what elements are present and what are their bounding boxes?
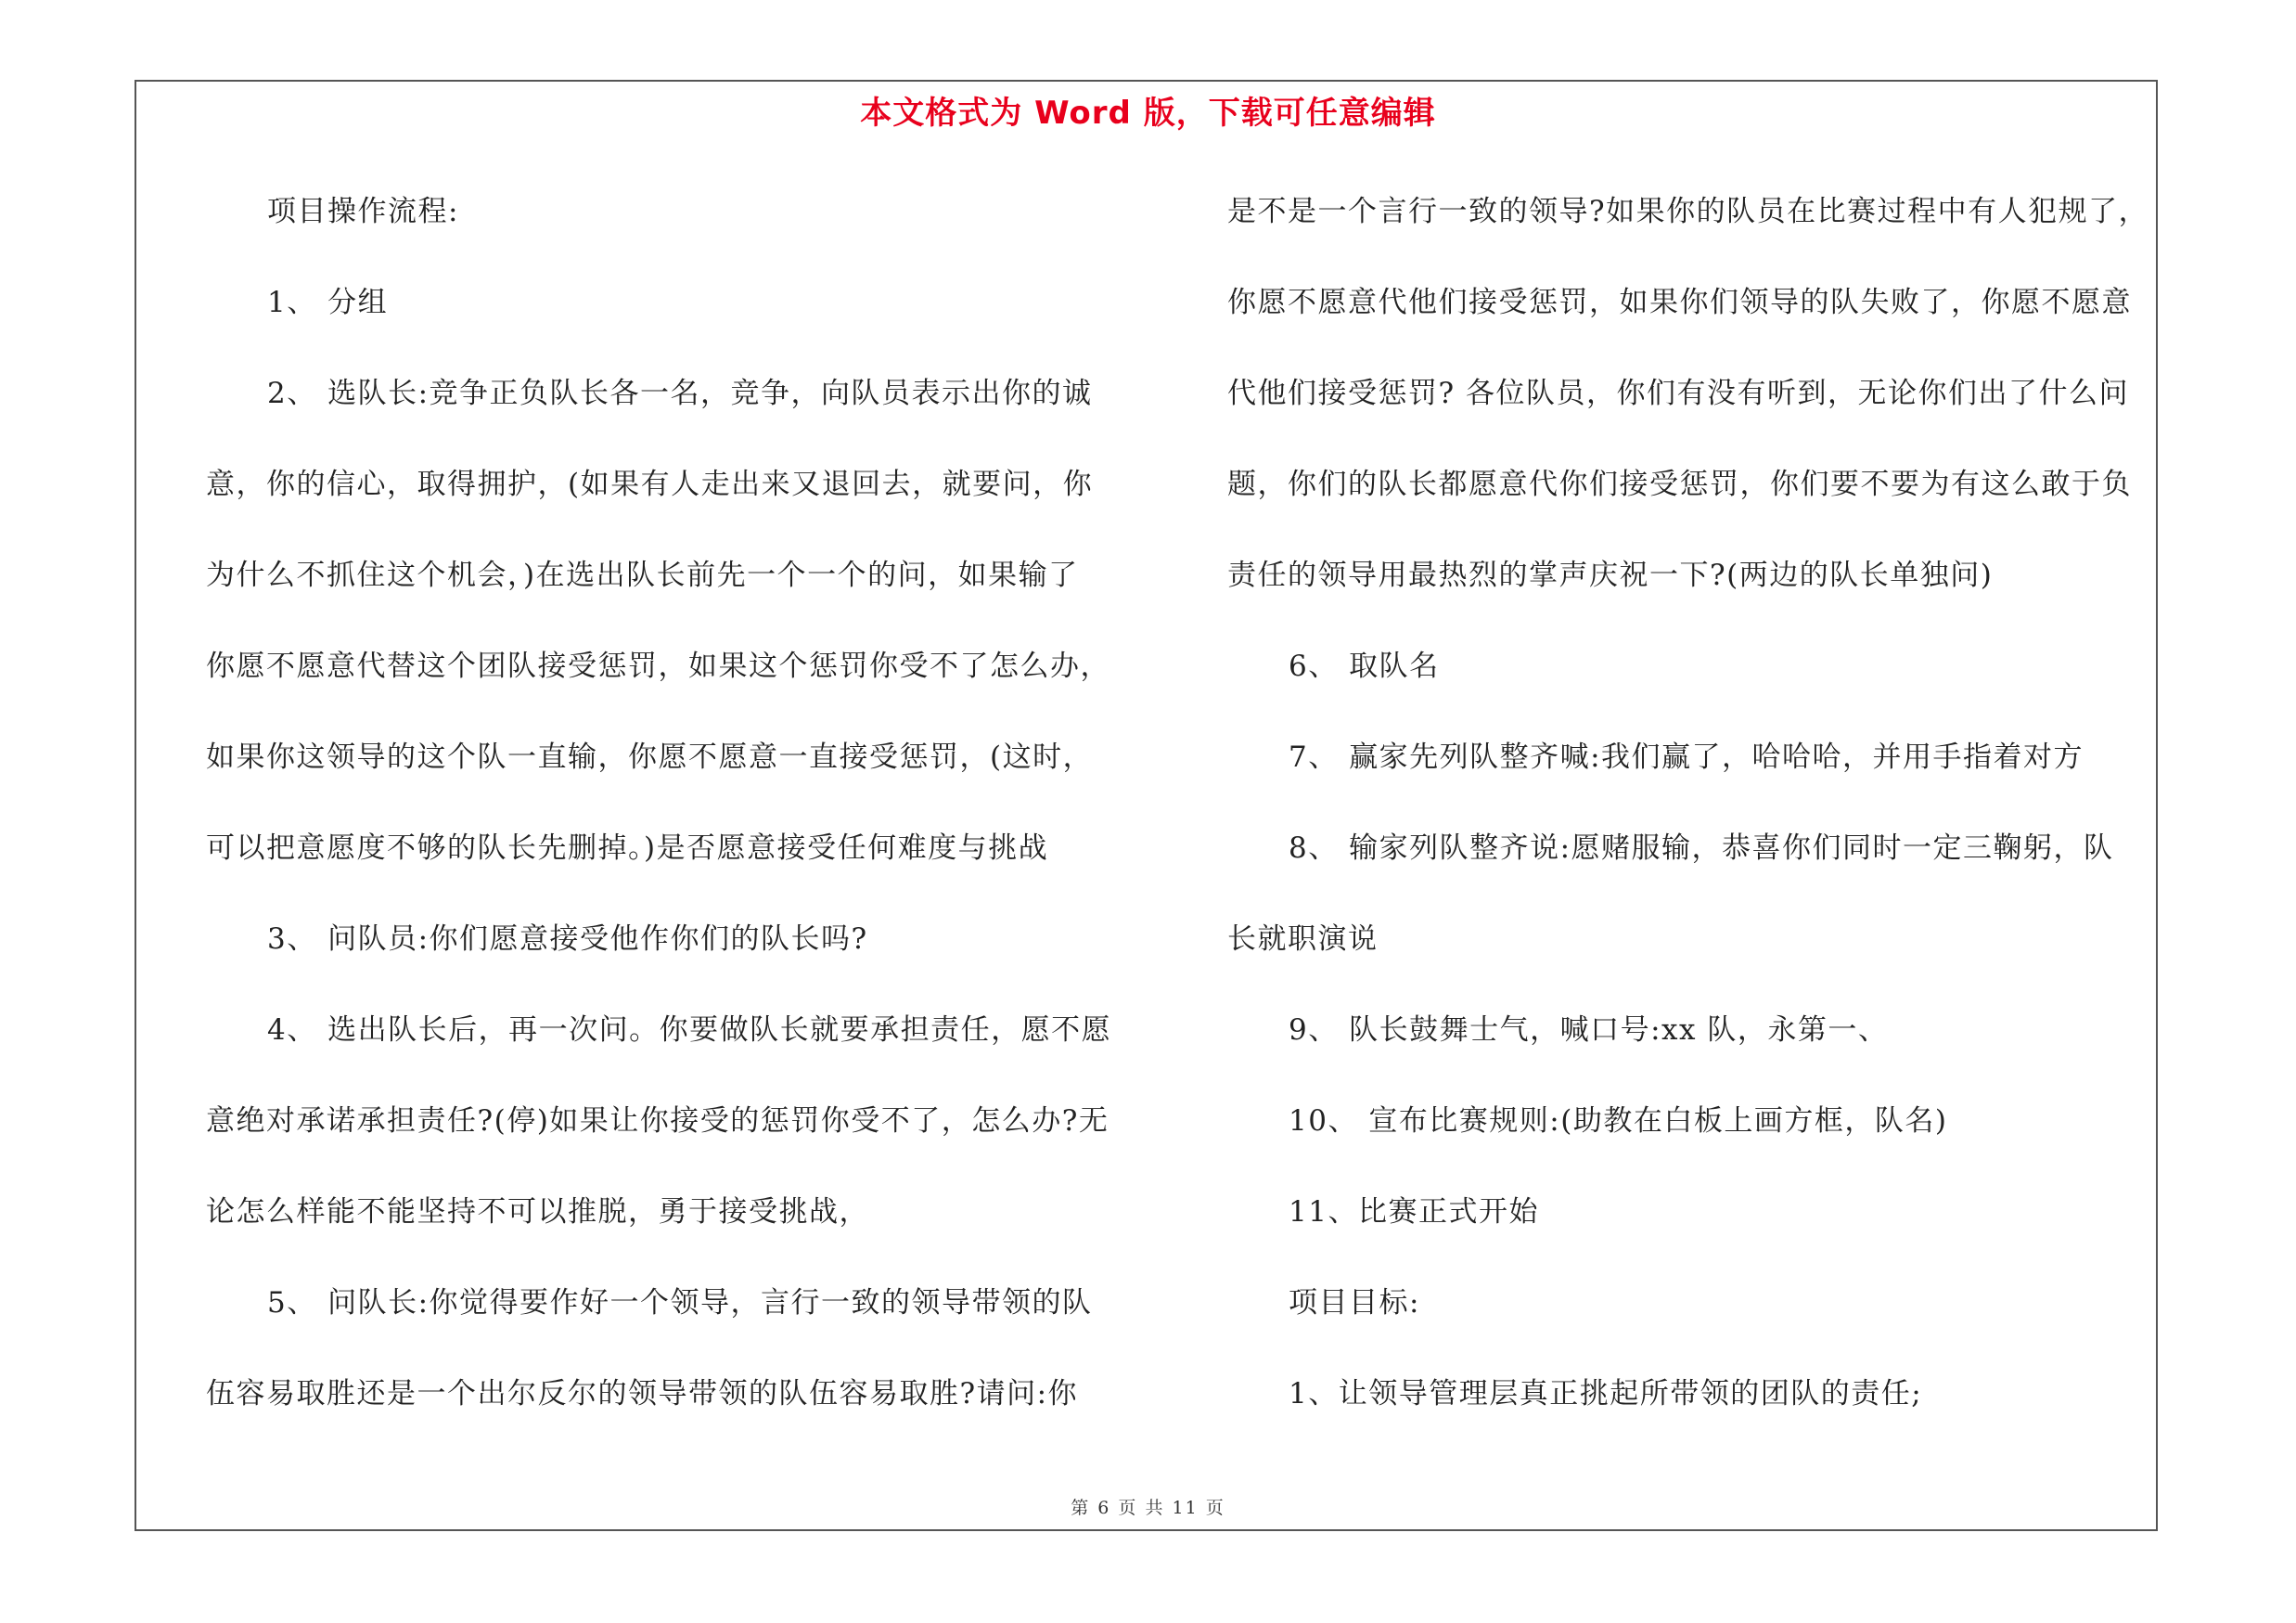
right-column bbox=[1227, 184, 2174, 1457]
text-line: 3、 问队员:你们愿意接受他作你们的队长吗? bbox=[267, 922, 868, 956]
text-line: 8、 输家列队整齐说:愿赌服输，恭喜你们同时一定三鞠躬，队 bbox=[1289, 831, 2114, 865]
text-line: 11、比赛正式开始 bbox=[1289, 1195, 1539, 1229]
left-column bbox=[206, 184, 1143, 1457]
text-line: 5、 问队长:你觉得要作好一个领导，言行一致的领导带领的队 bbox=[267, 1286, 1093, 1320]
text-line: 4、 选出队长后，再一次问。你要做队长就要承担责任，愿不愿 bbox=[267, 1013, 1112, 1047]
text-line: 伍容易取胜还是一个出尔反尔的领导带领的队伍容易取胜?请问:你 bbox=[206, 1377, 1079, 1410]
text-line: 6、 取队名 bbox=[1289, 650, 1440, 683]
text-line: 长就职演说 bbox=[1227, 922, 1379, 956]
text-line: 你愿不愿意代替这个团队接受惩罚，如果这个惩罚你受不了怎么办， bbox=[206, 650, 1110, 683]
text-line: 1、让领导管理层真正挑起所带领的团队的责任; bbox=[1289, 1377, 1923, 1410]
text-line: 2、 选队长:竞争正负队长各一名，竞争，向队员表示出你的诚 bbox=[267, 377, 1093, 410]
text-line: 是不是一个言行一致的领导?如果你的队员在比赛过程中有人犯规了， bbox=[1227, 195, 2149, 228]
text-line: 可以把意愿度不够的队长先删掉。)是否愿意接受任何难度与挑战 bbox=[206, 831, 1049, 865]
text-line: 意绝对承诺承担责任?(停)如果让你接受的惩罚你受不了，怎么办?无 bbox=[206, 1104, 1110, 1138]
text-line: 题，你们的队长都愿意代你们接受惩罚，你们要不要为有这么敢于负 bbox=[1227, 468, 2132, 501]
text-line: 10、 宣布比赛规则:(助教在白板上画方框，队名) bbox=[1289, 1104, 1948, 1138]
text-line: 你愿不愿意代他们接受惩罚，如果你们领导的队失败了，你愿不愿意 bbox=[1227, 286, 2132, 319]
text-line: 项目目标: bbox=[1289, 1286, 1420, 1320]
text-line: 项目操作流程: bbox=[267, 195, 459, 228]
text-line: 7、 赢家先列队整齐喊:我们赢了，哈哈哈，并用手指着对方 bbox=[1289, 741, 2084, 774]
text-line: 为什么不抓住这个机会，)在选出队长前先一个一个的问，如果输了 bbox=[206, 559, 1079, 592]
text-line: 责任的领导用最热烈的掌声庆祝一下?(两边的队长单独问) bbox=[1227, 559, 1994, 592]
text-line: 论怎么样能不能坚持不可以推脱，勇于接受挑战， bbox=[206, 1195, 869, 1229]
text-line: 1、 分组 bbox=[267, 286, 389, 319]
text-line: 9、 队长鼓舞士气，喊口号:xx 队，永第一、 bbox=[1289, 1013, 1889, 1047]
text-line: 意，你的信心，取得拥护，(如果有人走出来又退回去，就要问，你 bbox=[206, 468, 1094, 501]
page-number: 第 6 页 共 11 页 bbox=[1071, 1498, 1225, 1518]
text-line: 代他们接受惩罚? 各位队员，你们有没有听到，无论你们出了什么问 bbox=[1227, 377, 2129, 410]
word-format-banner: 本文格式为 Word 版，下载可任意编辑 bbox=[860, 95, 1436, 132]
text-line: 如果你这领导的这个队一直输，你愿不愿意一直接受惩罚，(这时， bbox=[206, 741, 1094, 774]
